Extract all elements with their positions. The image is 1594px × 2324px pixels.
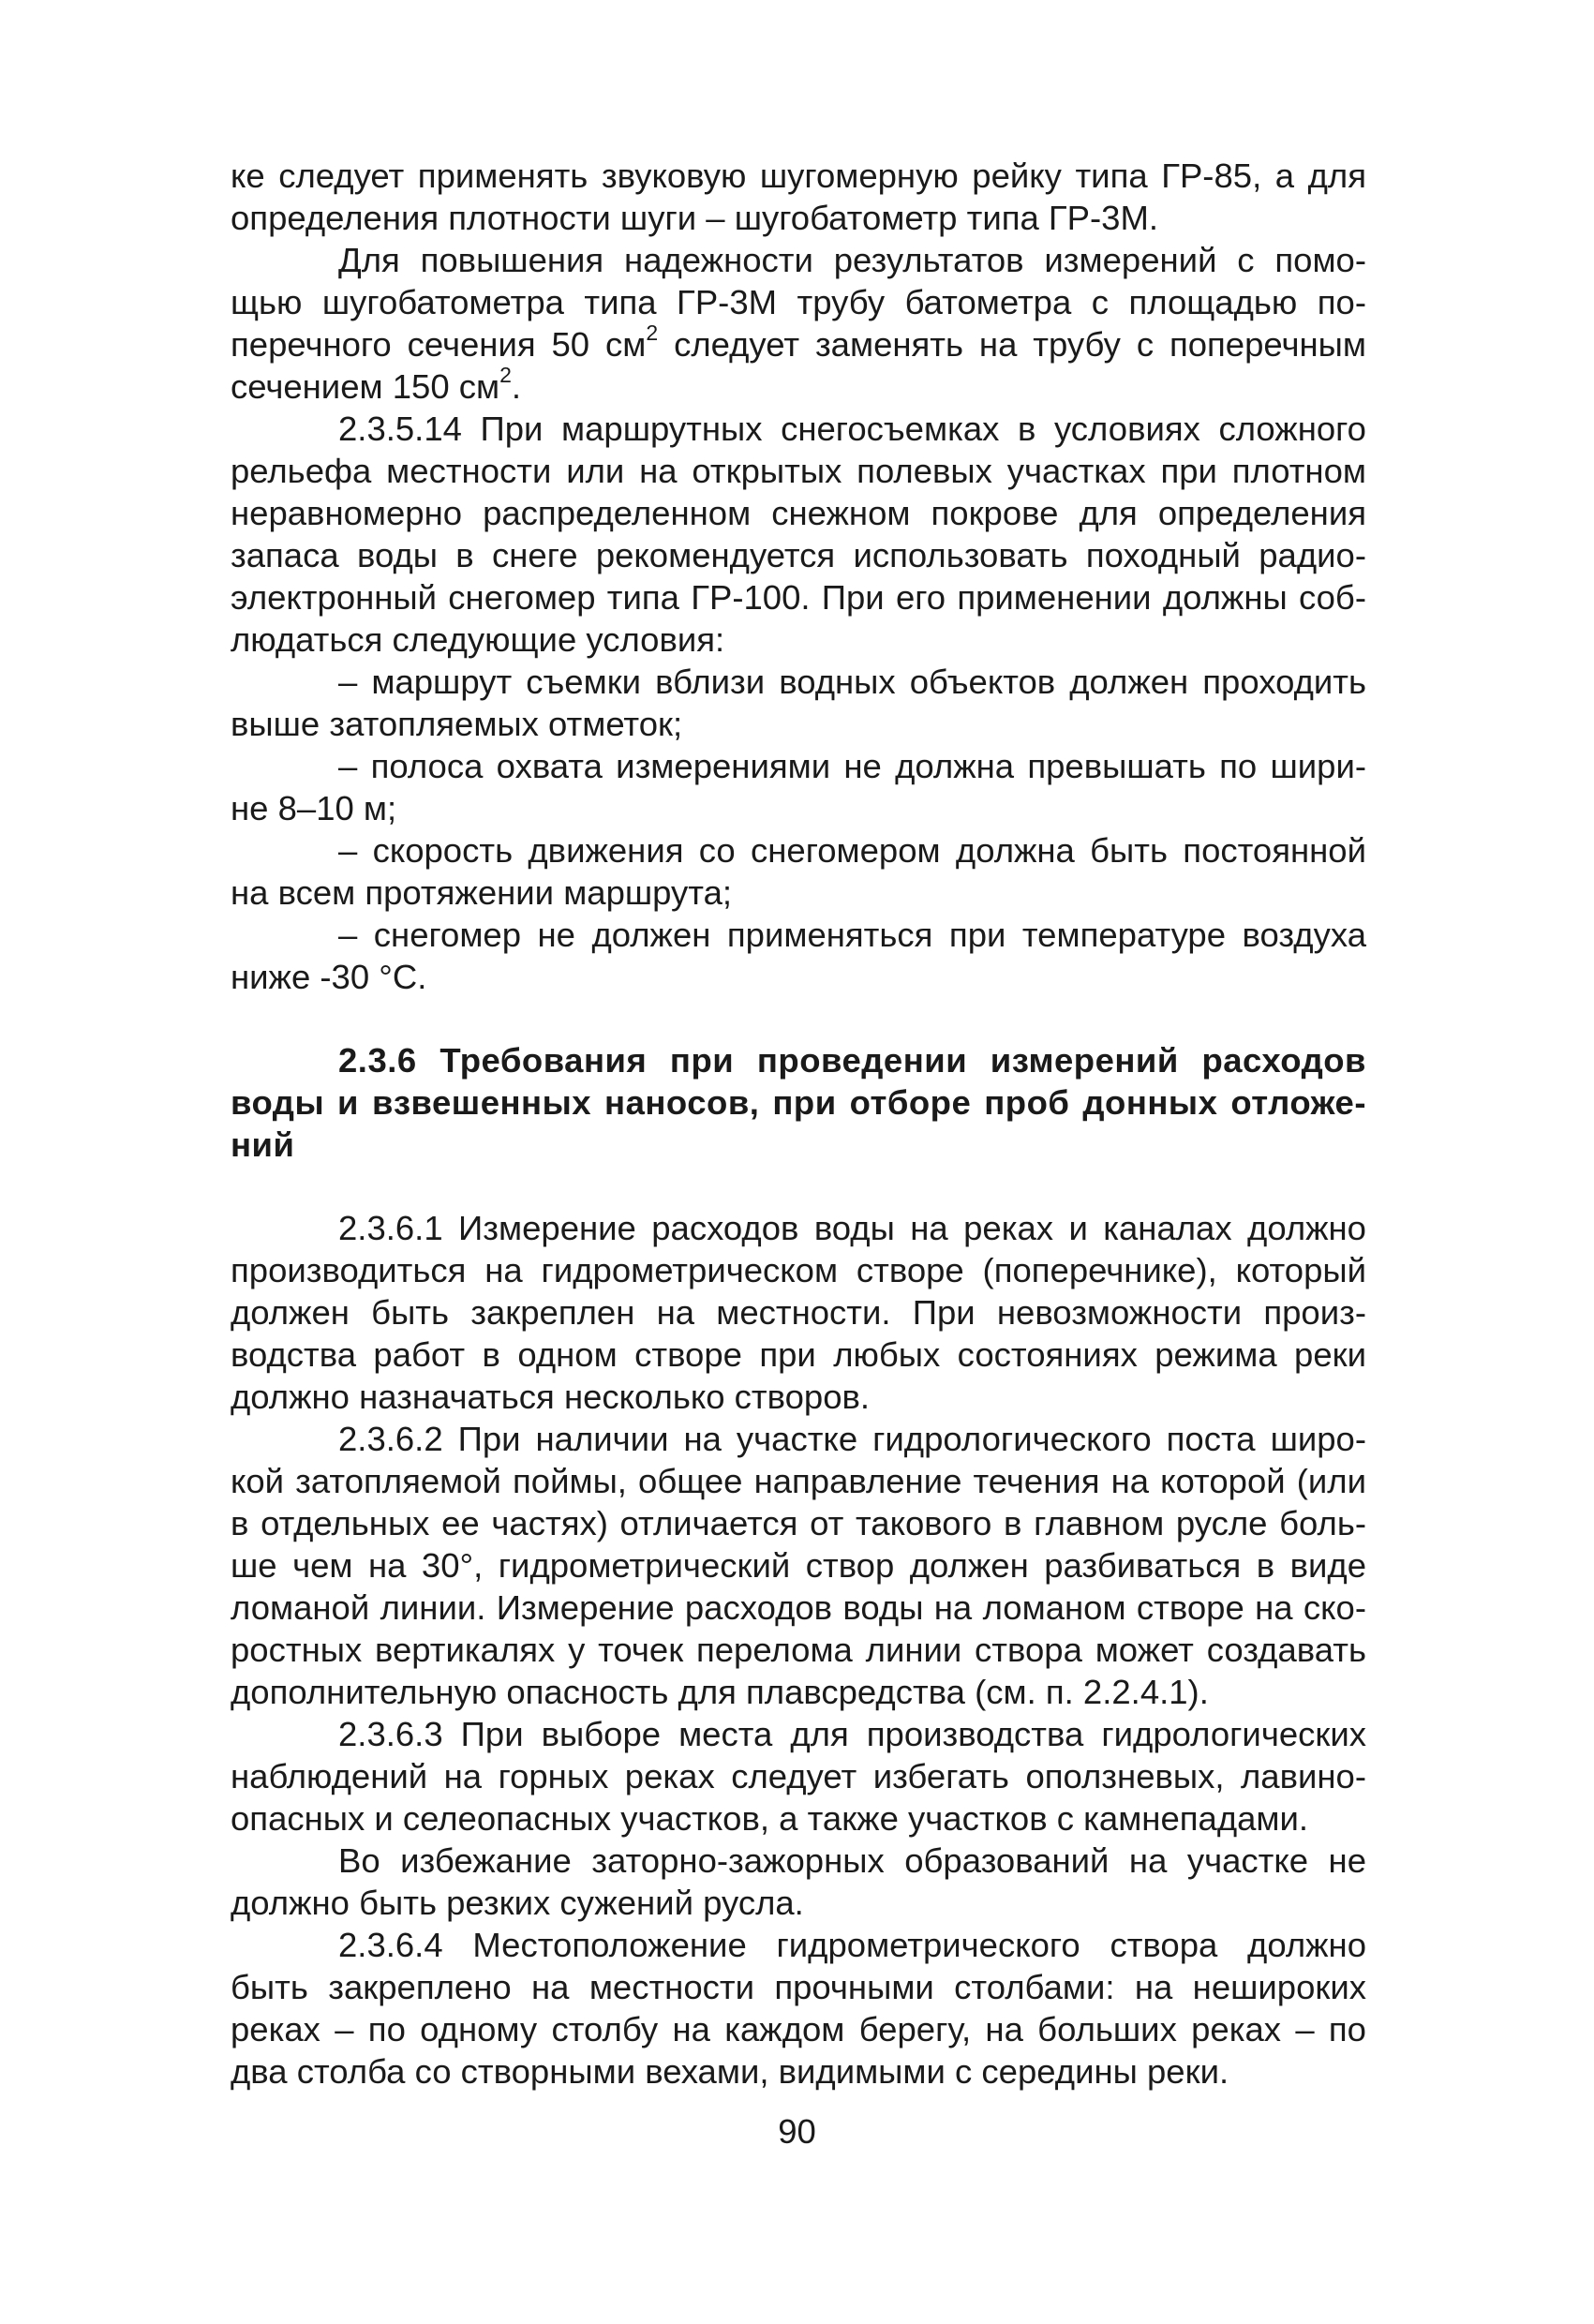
text-line: ниже -30 °С. <box>231 958 427 996</box>
text-line: щью шугобатометра типа ГР-3М трубу батометра с площадью по- <box>231 283 1366 321</box>
text-line: – скорость движения со снегомером должна быть постоянной <box>338 831 1366 870</box>
text-line: в отдельных ее частях) отличается от такового в главном русле боль- <box>231 1504 1366 1542</box>
text-line: дополнительную опасность для плавсредства (см. п. 2.2.4.1). <box>231 1673 1209 1711</box>
paragraph <box>231 1924 1366 2093</box>
list-item <box>231 914 1366 998</box>
text-line: – снегомер не должен применяться при температуре воздуха <box>338 916 1366 954</box>
text-line: производиться на гидрометрическом створе (поперечнике), который <box>231 1251 1366 1289</box>
text-line: должно назначаться несколько створов. <box>231 1378 871 1416</box>
text-line: быть закреплено на местности прочными столбами: на нешироких <box>231 1968 1366 2006</box>
paragraph <box>231 155 1366 239</box>
list-item <box>231 661 1366 745</box>
paragraph <box>231 239 1366 408</box>
paragraph <box>231 1840 1366 1924</box>
text-line: 2.3.6.3 При выборе места для производства гидрологических <box>338 1715 1366 1753</box>
text-line: неравномерно распределенном снежном покрове для определения <box>231 494 1366 532</box>
text-line: ке следует применять звуковую шугомерную рейку типа ГР-85, а для <box>231 156 1366 195</box>
text-line: сечением 150 $см^2$. <box>231 362 522 406</box>
text-line: запаса воды в снеге рекомендуется использовать походный радио- <box>231 536 1366 574</box>
text-line: ломаной линии. Измерение расходов воды на ломаном створе на ско- <box>231 1588 1366 1627</box>
text-line: кой затопляемой поймы, общее направление течения на которой (или <box>231 1462 1366 1500</box>
text-line: электронный снегомер типа ГР-100. При его применении должны соб- <box>231 578 1366 617</box>
text-line: водства работ в одном створе при любых состояниях режима реки <box>231 1335 1366 1374</box>
spacer <box>231 998 1366 1039</box>
text-line: реках – по одному столбу на каждом берегу, на больших реках – по <box>231 2010 1366 2048</box>
superscript: 2 <box>499 362 512 387</box>
text-line: не 8–10 м; <box>231 789 397 827</box>
paragraph <box>231 1713 1366 1840</box>
text-line: ше чем на 30°, гидрометрический створ должен разбиваться в виде <box>231 1546 1366 1585</box>
spacer <box>231 1166 1366 1207</box>
heading-line: ний <box>231 1125 295 1164</box>
heading-line: 2.3.6 Требования при проведении измерений расходов <box>338 1041 1366 1080</box>
text-line: рельефа местности или на открытых полевых участках при плотном <box>231 452 1366 490</box>
text-line: 2.3.6.4 Местоположение гидрометрического створа должно <box>338 1926 1366 1964</box>
text-line: определения плотности шуги – шугобатометр типа ГР-3М. <box>231 199 1159 237</box>
text-line: людаться следующие условия: <box>231 620 725 659</box>
list-item <box>231 745 1366 829</box>
text-line: – полоса охвата измерениями не должна превышать по шири- <box>338 747 1366 785</box>
text-fragment: следует заменять на трубу с поперечным <box>674 325 1366 364</box>
text-line: 2.3.5.14 При маршрутных снегосъемках в условиях сложного <box>338 410 1366 448</box>
list-item <box>231 829 1366 914</box>
section-heading <box>231 1039 1366 1166</box>
text-line: ростных вертикалях у точек перелома линии створа может создавать <box>231 1631 1366 1669</box>
paragraph <box>231 1418 1366 1713</box>
text-line: наблюдений на горных реках следует избегать оползневых, лавино- <box>231 1757 1366 1795</box>
text-line <box>231 320 1366 365</box>
heading-line: воды и взвешенных наносов, при отборе проб донных отложе- <box>231 1083 1366 1122</box>
superscript: 2 <box>646 320 659 345</box>
text-line: должно быть резких сужений русла. <box>231 1884 804 1922</box>
text-line: опасных и селеопасных участков, а также участков с камнепадами. <box>231 1799 1309 1838</box>
text-fragment: сечением 150 см <box>231 367 500 406</box>
text-line: на всем протяжении маршрута; <box>231 873 733 912</box>
paragraph <box>231 1207 1366 1418</box>
text-line: должен быть закреплен на местности. При невозможности произ- <box>231 1293 1366 1332</box>
text-line: два столба со створными вехами, видимыми с середины реки. <box>231 2052 1229 2091</box>
text-fragment: перечного сечения 50 см <box>231 325 647 364</box>
page-number: 90 <box>778 2112 816 2151</box>
text-line: Для повышения надежности результатов измерений с помо- <box>338 241 1366 279</box>
text-line: Во избежание заторно-зажорных образований на участке не <box>338 1841 1366 1880</box>
document-body <box>231 155 1366 2093</box>
paragraph <box>231 408 1366 661</box>
text-line: 2.3.6.1 Измерение расходов воды на реках и каналах должно <box>338 1209 1366 1247</box>
text-line: – маршрут съемки вблизи водных объектов должен проходить <box>338 663 1366 701</box>
text-line: 2.3.6.2 При наличии на участке гидрологического поста широ- <box>338 1420 1366 1458</box>
text-line: выше затопляемых отметок; <box>231 705 683 743</box>
